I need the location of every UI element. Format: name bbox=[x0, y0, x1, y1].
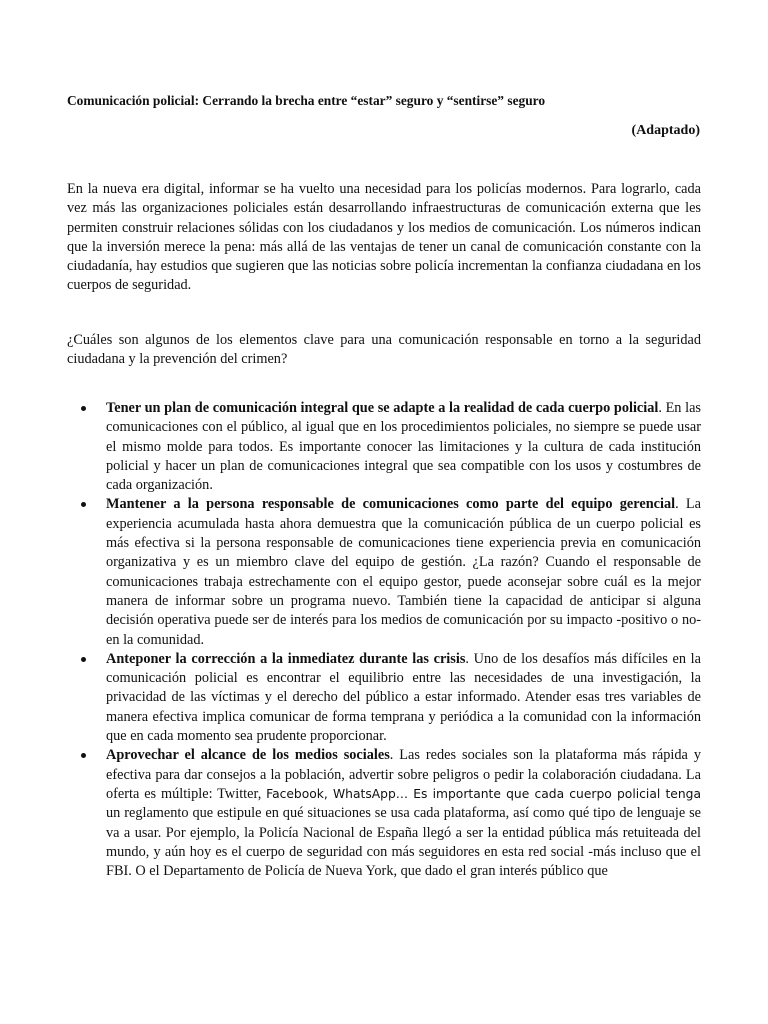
key-elements-list bbox=[67, 399, 701, 881]
document-title: Comunicación policial: Cerrando la brecha entre “estar” seguro y “sentirse” seguro bbox=[67, 93, 546, 108]
bullet-icon bbox=[81, 657, 86, 662]
list-item-text: . En las comunicaciones con el público, al igual que en los procedimientos policiales, no siempre se puede usar el mismo molde para todos. Es importante conocer las limitaciones y la cultura de cada institución policial y hacer un plan de comunicaciones integral que sea compatible con los usos y costumbres de cada organización. bbox=[106, 400, 701, 494]
list-item bbox=[67, 495, 701, 649]
list-item-text: . La experiencia acumulada hasta ahora demuestra que la comunicación pública de un cuerpo policial es más efectiva si la persona responsable de comunicaciones tiene experiencia previa en comunicación organizativa y es un miembro clave del equipo de gestión. ¿La razón? Cuando el responsable de comunicaciones trabaja estrechamente con el equipo gestor, puede aconsejar sobre cuál es la mejor manera de informar sobre un programa nuevo. También tiene la capacidad de anticipar si alguna decisión operativa puede ser de interés para los medios de comunicación por su impacto -positivo o no- en la comunidad. bbox=[106, 496, 702, 648]
bullet-icon bbox=[81, 502, 86, 507]
list-item-lead: Aprovechar el alcance de los medios sociales bbox=[106, 747, 390, 764]
bullet-icon bbox=[81, 753, 86, 758]
adapted-label: (Adaptado) bbox=[631, 123, 700, 138]
bullet-icon bbox=[81, 406, 86, 411]
list-item-lead: Anteponer la corrección a la inmediatez durante las crisis bbox=[106, 650, 466, 667]
list-item-text: . Uno de los desafíos más difíciles en la comunicación policial es encontrar el equilibrio entre las necesidades de una investigación, la privacidad de las víctimas y el derecho del público a estar informado. Atender esas tres variables de manera efectiva implica comunicar de forma temprana y periódica a la comunidad con la información que en cada momento sea prudente proporcionar. bbox=[106, 650, 701, 745]
list-item bbox=[67, 650, 701, 746]
question-paragraph: ¿Cuáles son algunos de los elementos clave para una comunicación responsable en torno a la seguridad ciudadana y la prevención del crimen? bbox=[67, 332, 701, 368]
list-item bbox=[67, 746, 701, 881]
intro-paragraph: En la nueva era digital, informar se ha vuelto una necesidad para los policías modernos. Para lograrlo, cada vez más las organizaciones policiales están desarrollando infraestructuras de comunicación externa que les permiten construir relaciones sólidas con los ciudadanos y los medios de comunicación. Los números indican que la inversión merece la pena: más allá de las ventajas de tener un canal de comunicación constante con la ciudadanía, hay estudios que sugieren que las noticias sobre policía incrementan la confianza ciudadana en los cuerpos de seguridad. bbox=[67, 181, 701, 294]
list-item bbox=[67, 399, 701, 495]
list-item-text: . Las redes sociales son la plataforma más rápida y efectiva para dar consejos a la población, advertir sobre peligros o pedir la colaboración ciudadana. La oferta es múltiple: Twitter, bbox=[106, 747, 701, 802]
list-item-lead: Tener un plan de comunicación integral que se adapte a la realidad de cada cuerpo policial bbox=[106, 400, 659, 416]
list-item-apps-text: Facebook, WhatsApp… Es importante que cada cuerpo policial tenga bbox=[266, 786, 701, 801]
list-item-lead: Mantener a la persona responsable de comunicaciones como parte del equipo gerencial bbox=[106, 496, 676, 513]
list-item-text-continued: un reglamento que estipule en qué situaciones se usa cada plataforma, así como qué tipo de lenguaje se va a usar. Por ejemplo, la Policía Nacional de España llegó a ser la entidad pública más retuiteada del mundo, y aún hoy es el cuerpo de seguridad con más seguidores en esta red social -más incluso que el FBI. O el Departamento de Policía de Nueva York, que dado el gran interés público que bbox=[106, 805, 701, 880]
